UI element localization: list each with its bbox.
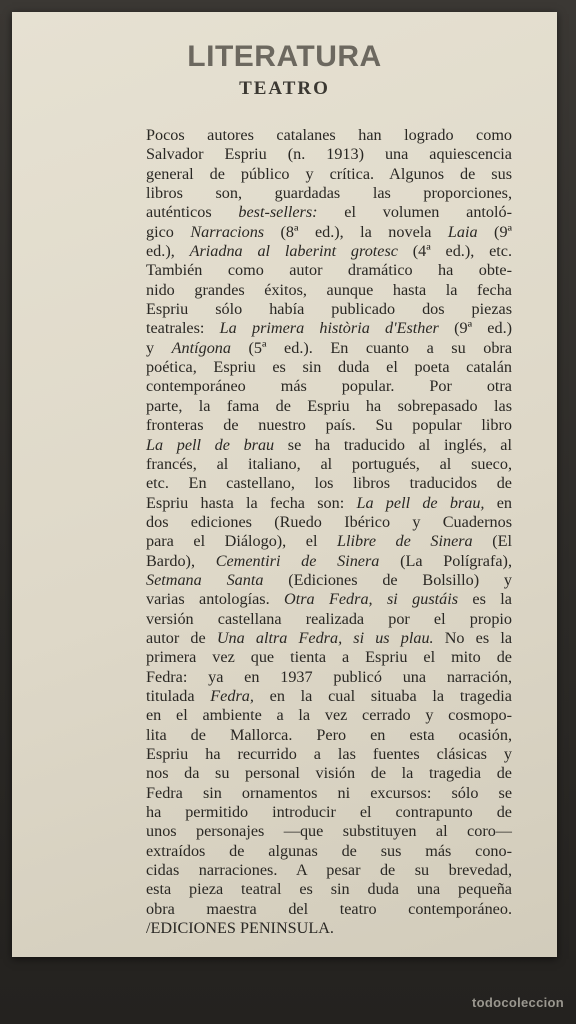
- text-line: [146, 552, 512, 571]
- text-line: [146, 919, 512, 938]
- text-line: [146, 842, 512, 861]
- text-line: [146, 145, 512, 164]
- text-line: [146, 126, 512, 145]
- text-run: para el Diálogo), el: [146, 532, 338, 551]
- italic-title: best-sellers:: [238, 203, 318, 222]
- text-line: [146, 668, 512, 687]
- text-line: [146, 319, 512, 338]
- text-line: [146, 416, 512, 435]
- text-line: [146, 494, 512, 513]
- text-run: esta pieza teatral es sin duda una pequeña: [146, 880, 512, 899]
- text-run: gico: [146, 222, 191, 241]
- text-run: poética, Espriu es sin duda el poeta catalán: [146, 358, 512, 377]
- text-line: [146, 803, 512, 822]
- text-run: nos da su personal visión de la tragedia de: [146, 764, 512, 783]
- text-run: (8ª ed.), la novela: [264, 222, 448, 241]
- text-run: (9ª: [477, 222, 513, 241]
- text-line: [146, 590, 512, 609]
- text-line: [146, 745, 512, 764]
- italic-title: La primera història d'Esther: [219, 319, 439, 338]
- text-line: [146, 223, 512, 242]
- text-run: ha permitido introducir el contrapunto de: [146, 803, 512, 822]
- text-line: [146, 261, 512, 280]
- text-line: [146, 687, 512, 706]
- text-line: [146, 706, 512, 725]
- text-line: [146, 165, 512, 184]
- text-run: contemporáneo más popular. Por otra: [146, 377, 512, 396]
- text-run: francés, al italiano, al portugués, al sueco,: [146, 454, 512, 473]
- text-run: el volumen antoló-: [317, 203, 512, 222]
- text-line: [146, 532, 512, 551]
- text-line: [146, 242, 512, 261]
- italic-title: Setmana Santa: [146, 570, 264, 589]
- text-run: libros son, guardadas las proporciones,: [146, 184, 512, 203]
- text-line: [146, 726, 512, 745]
- text-run: primera vez que tienta a Espriu el mito de: [146, 648, 512, 667]
- italic-title: Una altra Fedra, si us plau.: [216, 628, 434, 647]
- text-run: dos ediciones (Ruedo Ibérico y Cuadernos: [146, 512, 512, 531]
- text-run: Pocos autores catalanes han logrado como: [146, 126, 512, 144]
- text-run: No es la: [433, 628, 512, 647]
- text-run: nido grandes éxitos, aunque hasta la fecha: [146, 280, 512, 299]
- text-line: [146, 764, 512, 783]
- text-run: teatrales:: [146, 319, 220, 338]
- text-run: unos personajes —que substituyen al coro—: [146, 822, 512, 841]
- text-run: (5ª ed.). En cuanto a su obra: [231, 338, 512, 357]
- text-run: ed.),: [146, 242, 190, 261]
- italic-title: Laia: [447, 222, 478, 241]
- italic-title: La pell de brau,: [356, 493, 485, 512]
- italic-title: Narracions: [190, 222, 265, 241]
- text-line: [146, 281, 512, 300]
- text-run: y: [146, 338, 172, 357]
- watermark-text: todocoleccion: [471, 995, 564, 1010]
- category-title: TEATRO: [239, 78, 330, 99]
- text-line: [146, 474, 512, 493]
- text-run: (9ª ed.): [438, 319, 513, 338]
- text-run: cidas narraciones. A pesar de su brevedad,: [146, 861, 512, 880]
- text-run: También como autor dramático ha obte-: [146, 261, 512, 280]
- text-run: parte, la fama de Espriu ha sobrepasado las: [146, 396, 512, 415]
- text-run: titulada: [146, 686, 211, 705]
- italic-title: Ariadna al laberint grotesc: [189, 242, 398, 261]
- text-line: [146, 648, 512, 667]
- text-run: extraídos de algunas de sus más cono-: [146, 841, 512, 860]
- text-run: Bardo),: [146, 551, 216, 570]
- text-run: Espriu ha recurrido a las fuentes clásicas y: [146, 745, 512, 763]
- text-run: /EDICIONES PENINSULA.: [146, 919, 334, 938]
- text-run: auténticos: [146, 203, 239, 222]
- italic-title: Antígona: [171, 338, 231, 357]
- text-run: etc. En castellano, los libros traducidos de: [146, 474, 512, 493]
- text-line: [146, 610, 512, 629]
- text-run: fronteras de nuestro país. Su popular libro: [146, 416, 512, 435]
- text-line: [146, 377, 512, 396]
- text-line: [146, 339, 512, 358]
- text-line: [146, 822, 512, 841]
- text-run: se ha traducido al inglés, al: [274, 435, 512, 454]
- text-run: en el ambiente a la vez cerrado y cosmopo-: [146, 706, 512, 725]
- text-run: es la: [458, 590, 512, 609]
- text-run: Espriu hasta la fecha son:: [146, 493, 357, 512]
- text-run: en la cual situaba la tragedia: [253, 686, 512, 705]
- text-line: [146, 880, 512, 899]
- text-line: [146, 203, 512, 222]
- text-run: Salvador Espriu (n. 1913) una aquiescencia: [146, 145, 512, 164]
- italic-title: La pell de brau: [146, 435, 275, 454]
- text-run: versión castellana realizada por el propio: [146, 609, 512, 628]
- text-line: [146, 900, 512, 919]
- text-line: [146, 571, 512, 590]
- text-line: [146, 184, 512, 203]
- text-run: obra maestra del teatro contemporáneo.: [146, 899, 512, 918]
- text-line: [146, 629, 512, 648]
- text-run: general de público y crítica. Algunos de sus: [146, 164, 512, 183]
- series-title: LITERATURA: [187, 40, 382, 73]
- text-line: [146, 436, 512, 455]
- italic-title: Fedra,: [210, 686, 254, 705]
- text-run: en: [484, 493, 512, 512]
- text-run: lita de Mallorca. Pero en esta ocasión,: [146, 725, 512, 744]
- text-run: (La Polígrafa),: [379, 551, 512, 570]
- text-run: (El: [472, 532, 512, 551]
- text-line: [146, 300, 512, 319]
- text-line: [146, 784, 512, 803]
- text-run: (Ediciones de Bolsillo) y: [263, 570, 513, 589]
- text-line: [146, 861, 512, 880]
- text-run: varias antologías.: [146, 590, 285, 609]
- text-run: Espriu sólo había publicado dos piezas: [146, 300, 512, 319]
- italic-title: Llibre de Sinera: [337, 532, 473, 551]
- text-line: [146, 455, 512, 474]
- text-run: Fedra sin ornamentos ni excursos: sólo se: [146, 783, 512, 802]
- text-line: [146, 397, 512, 416]
- text-line: [146, 513, 512, 532]
- italic-title: Cementiri de Sinera: [215, 551, 380, 570]
- blurb-text: [146, 126, 512, 938]
- text-line: [146, 358, 512, 377]
- text-run: autor de: [146, 628, 217, 647]
- text-run: (4ª ed.), etc.: [397, 242, 512, 261]
- text-run: Fedra: ya en 1937 publicó una narración,: [146, 667, 512, 686]
- italic-title: Otra Fedra, si gustáis: [284, 590, 459, 609]
- book-back-cover: [12, 12, 557, 957]
